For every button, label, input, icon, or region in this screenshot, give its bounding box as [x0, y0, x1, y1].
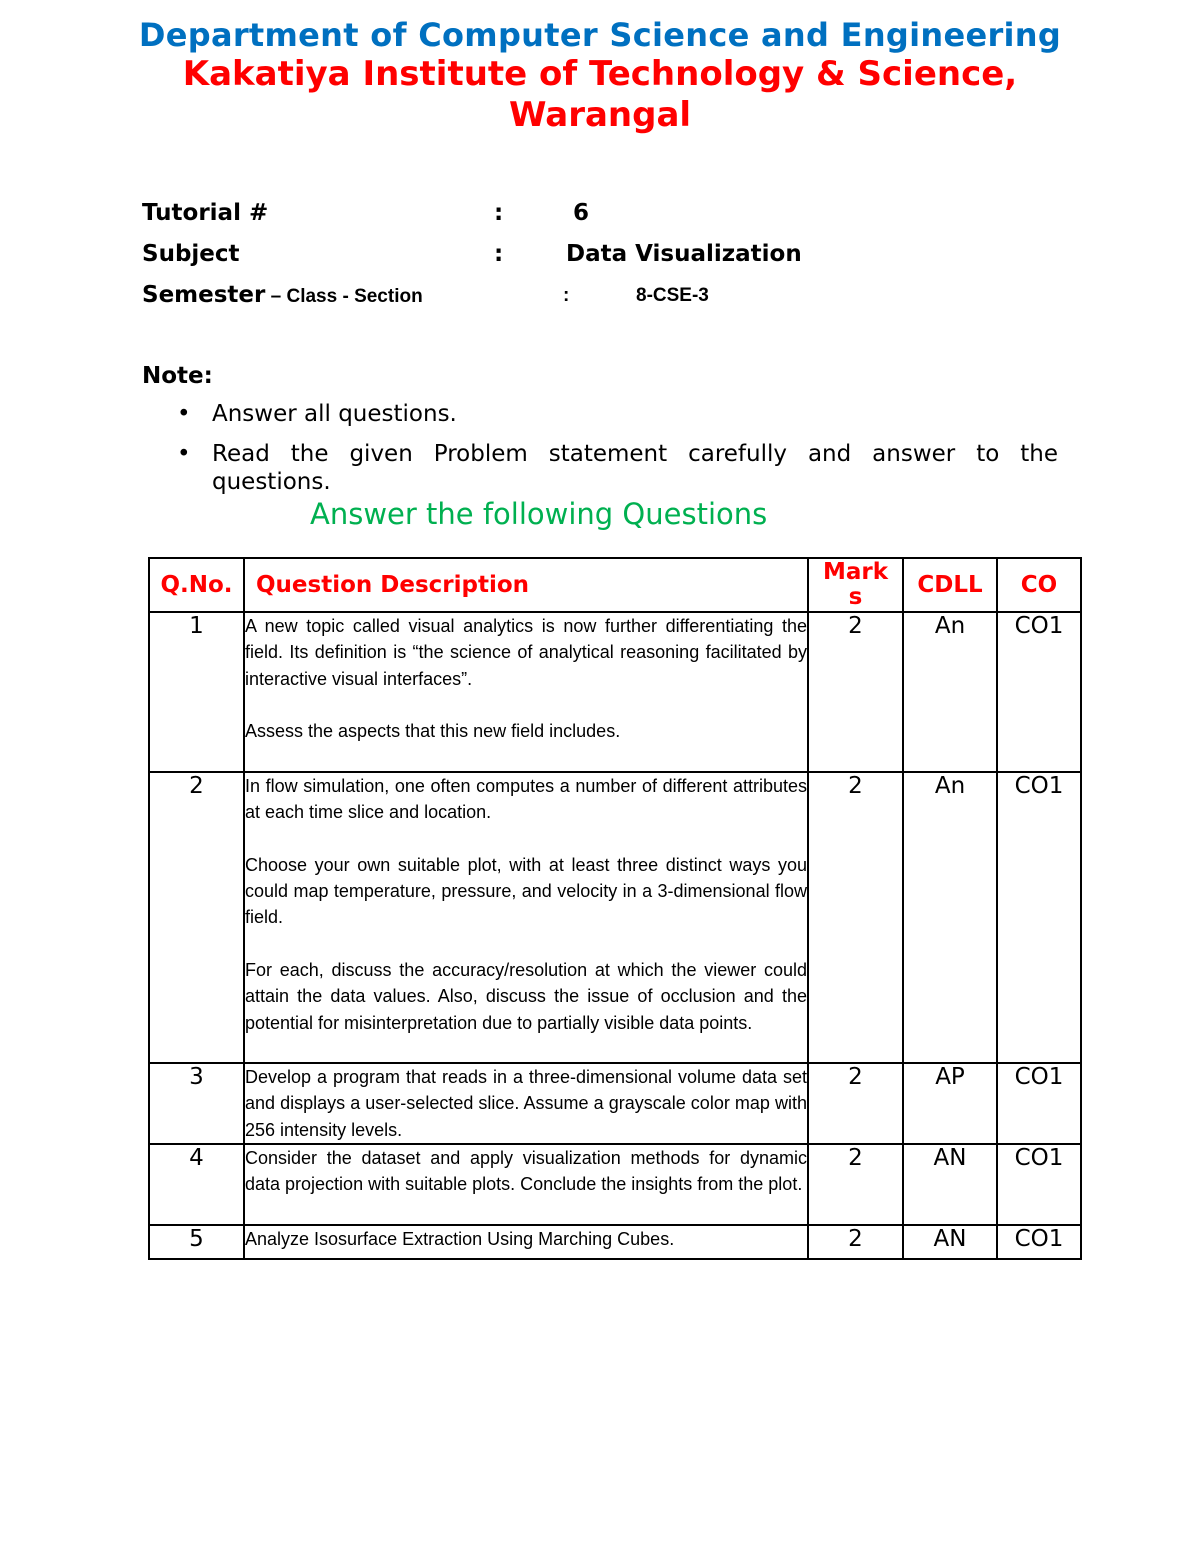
table-row: [149, 1144, 1081, 1225]
header-marks: [808, 558, 903, 612]
header-qno: Q.No.: [149, 558, 244, 612]
note-bullet-item: [142, 400, 1058, 428]
row-marks: 2: [808, 1063, 903, 1144]
row-cdll: An: [903, 612, 997, 772]
description-paragraph: Choose your own suitable plot, with at least three distinct ways you could map temperature, pressure, and velocity in a 3-dimensional flow field.: [245, 854, 807, 928]
row-co: CO1: [997, 1063, 1081, 1144]
row-co: CO1: [997, 612, 1081, 772]
section-heading: Answer the following Questions: [310, 497, 768, 531]
row-marks: 2: [808, 1225, 903, 1259]
subject-colon: :: [494, 241, 504, 267]
note-bullet-item: [142, 440, 1058, 496]
row-marks: 2: [808, 612, 903, 772]
row-description: [244, 1144, 808, 1225]
row-cdll: AN: [903, 1225, 997, 1259]
subject-value: Data Visualization: [566, 241, 802, 267]
semester-label-group: [142, 282, 423, 308]
table-row: [149, 612, 1081, 772]
row-co: CO1: [997, 1225, 1081, 1259]
header-marks-text: Marks: [822, 559, 889, 610]
row-co: CO1: [997, 1144, 1081, 1225]
semester-value: 8-CSE-3: [636, 285, 709, 306]
note-bullet-list: [142, 400, 1058, 508]
note-bullet-text: Answer all questions.: [212, 401, 457, 427]
questions-table: [148, 557, 1082, 1260]
table-row: [149, 772, 1081, 1063]
row-cdll: AN: [903, 1144, 997, 1225]
description-paragraph: A new topic called visual analytics is now further differentiating the field. Its definition is “the science of analytical reasoning facilitated by interactive visual interfaces”.: [245, 616, 807, 689]
semester-sublabel: – Class - Section: [265, 286, 423, 307]
row-qno: 5: [149, 1225, 244, 1259]
row-qno: 4: [149, 1144, 244, 1225]
header-description: Question Description: [244, 558, 808, 612]
table-row: [149, 1225, 1081, 1259]
table-row: [149, 1063, 1081, 1144]
row-co: CO1: [997, 772, 1081, 1063]
description-paragraph: For each, discuss the accuracy/resolution at which the viewer could attain the data values. Also, discuss the issue of occlusion and the potential for misinterpretation due to partially visible data points.: [245, 960, 807, 1033]
row-description: [244, 772, 808, 1063]
row-marks: 2: [808, 772, 903, 1063]
header-co: CO: [997, 558, 1081, 612]
row-cdll: An: [903, 772, 997, 1063]
subject-label: Subject: [142, 241, 240, 267]
row-qno: 2: [149, 772, 244, 1063]
department-title: Department of Computer Science and Engineering: [138, 16, 1062, 54]
header-cdll: CDLL: [903, 558, 997, 612]
semester-colon: :: [563, 285, 570, 306]
description-paragraph: Analyze Isosurface Extraction Using Marching Cubes.: [245, 1229, 675, 1249]
institute-title: Kakatiya Institute of Technology & Science, Warangal: [182, 54, 1018, 135]
row-description: [244, 612, 808, 772]
row-marks: 2: [808, 1144, 903, 1225]
tutorial-colon: :: [494, 200, 504, 226]
row-qno: 1: [149, 612, 244, 772]
description-paragraph: Develop a program that reads in a three-dimensional volume data set and displays a user-selected slice. Assume a grayscale color map with 256 intensity levels.: [245, 1067, 807, 1140]
semester-label: Semester: [142, 282, 266, 308]
row-cdll: AP: [903, 1063, 997, 1144]
tutorial-label: Tutorial #: [142, 200, 269, 226]
description-paragraph: Consider the dataset and apply visualization methods for dynamic data projection with suitable plots. Conclude the insights from the plot.: [245, 1148, 807, 1195]
tutorial-value: 6: [573, 200, 590, 226]
note-label: Note:: [142, 363, 213, 389]
description-paragraph: In flow simulation, one often computes a number of different attributes at each time slice and location.: [245, 776, 807, 823]
bullet-icon: •: [177, 401, 191, 427]
table-header-row: [149, 558, 1081, 612]
row-description: [244, 1063, 808, 1144]
bullet-icon: •: [177, 441, 191, 467]
row-qno: 3: [149, 1063, 244, 1144]
row-description: [244, 1225, 808, 1259]
description-paragraph: Assess the aspects that this new field includes.: [245, 721, 621, 742]
note-bullet-text: Read the given Problem statement carefully and answer to the questions.: [212, 441, 1058, 495]
